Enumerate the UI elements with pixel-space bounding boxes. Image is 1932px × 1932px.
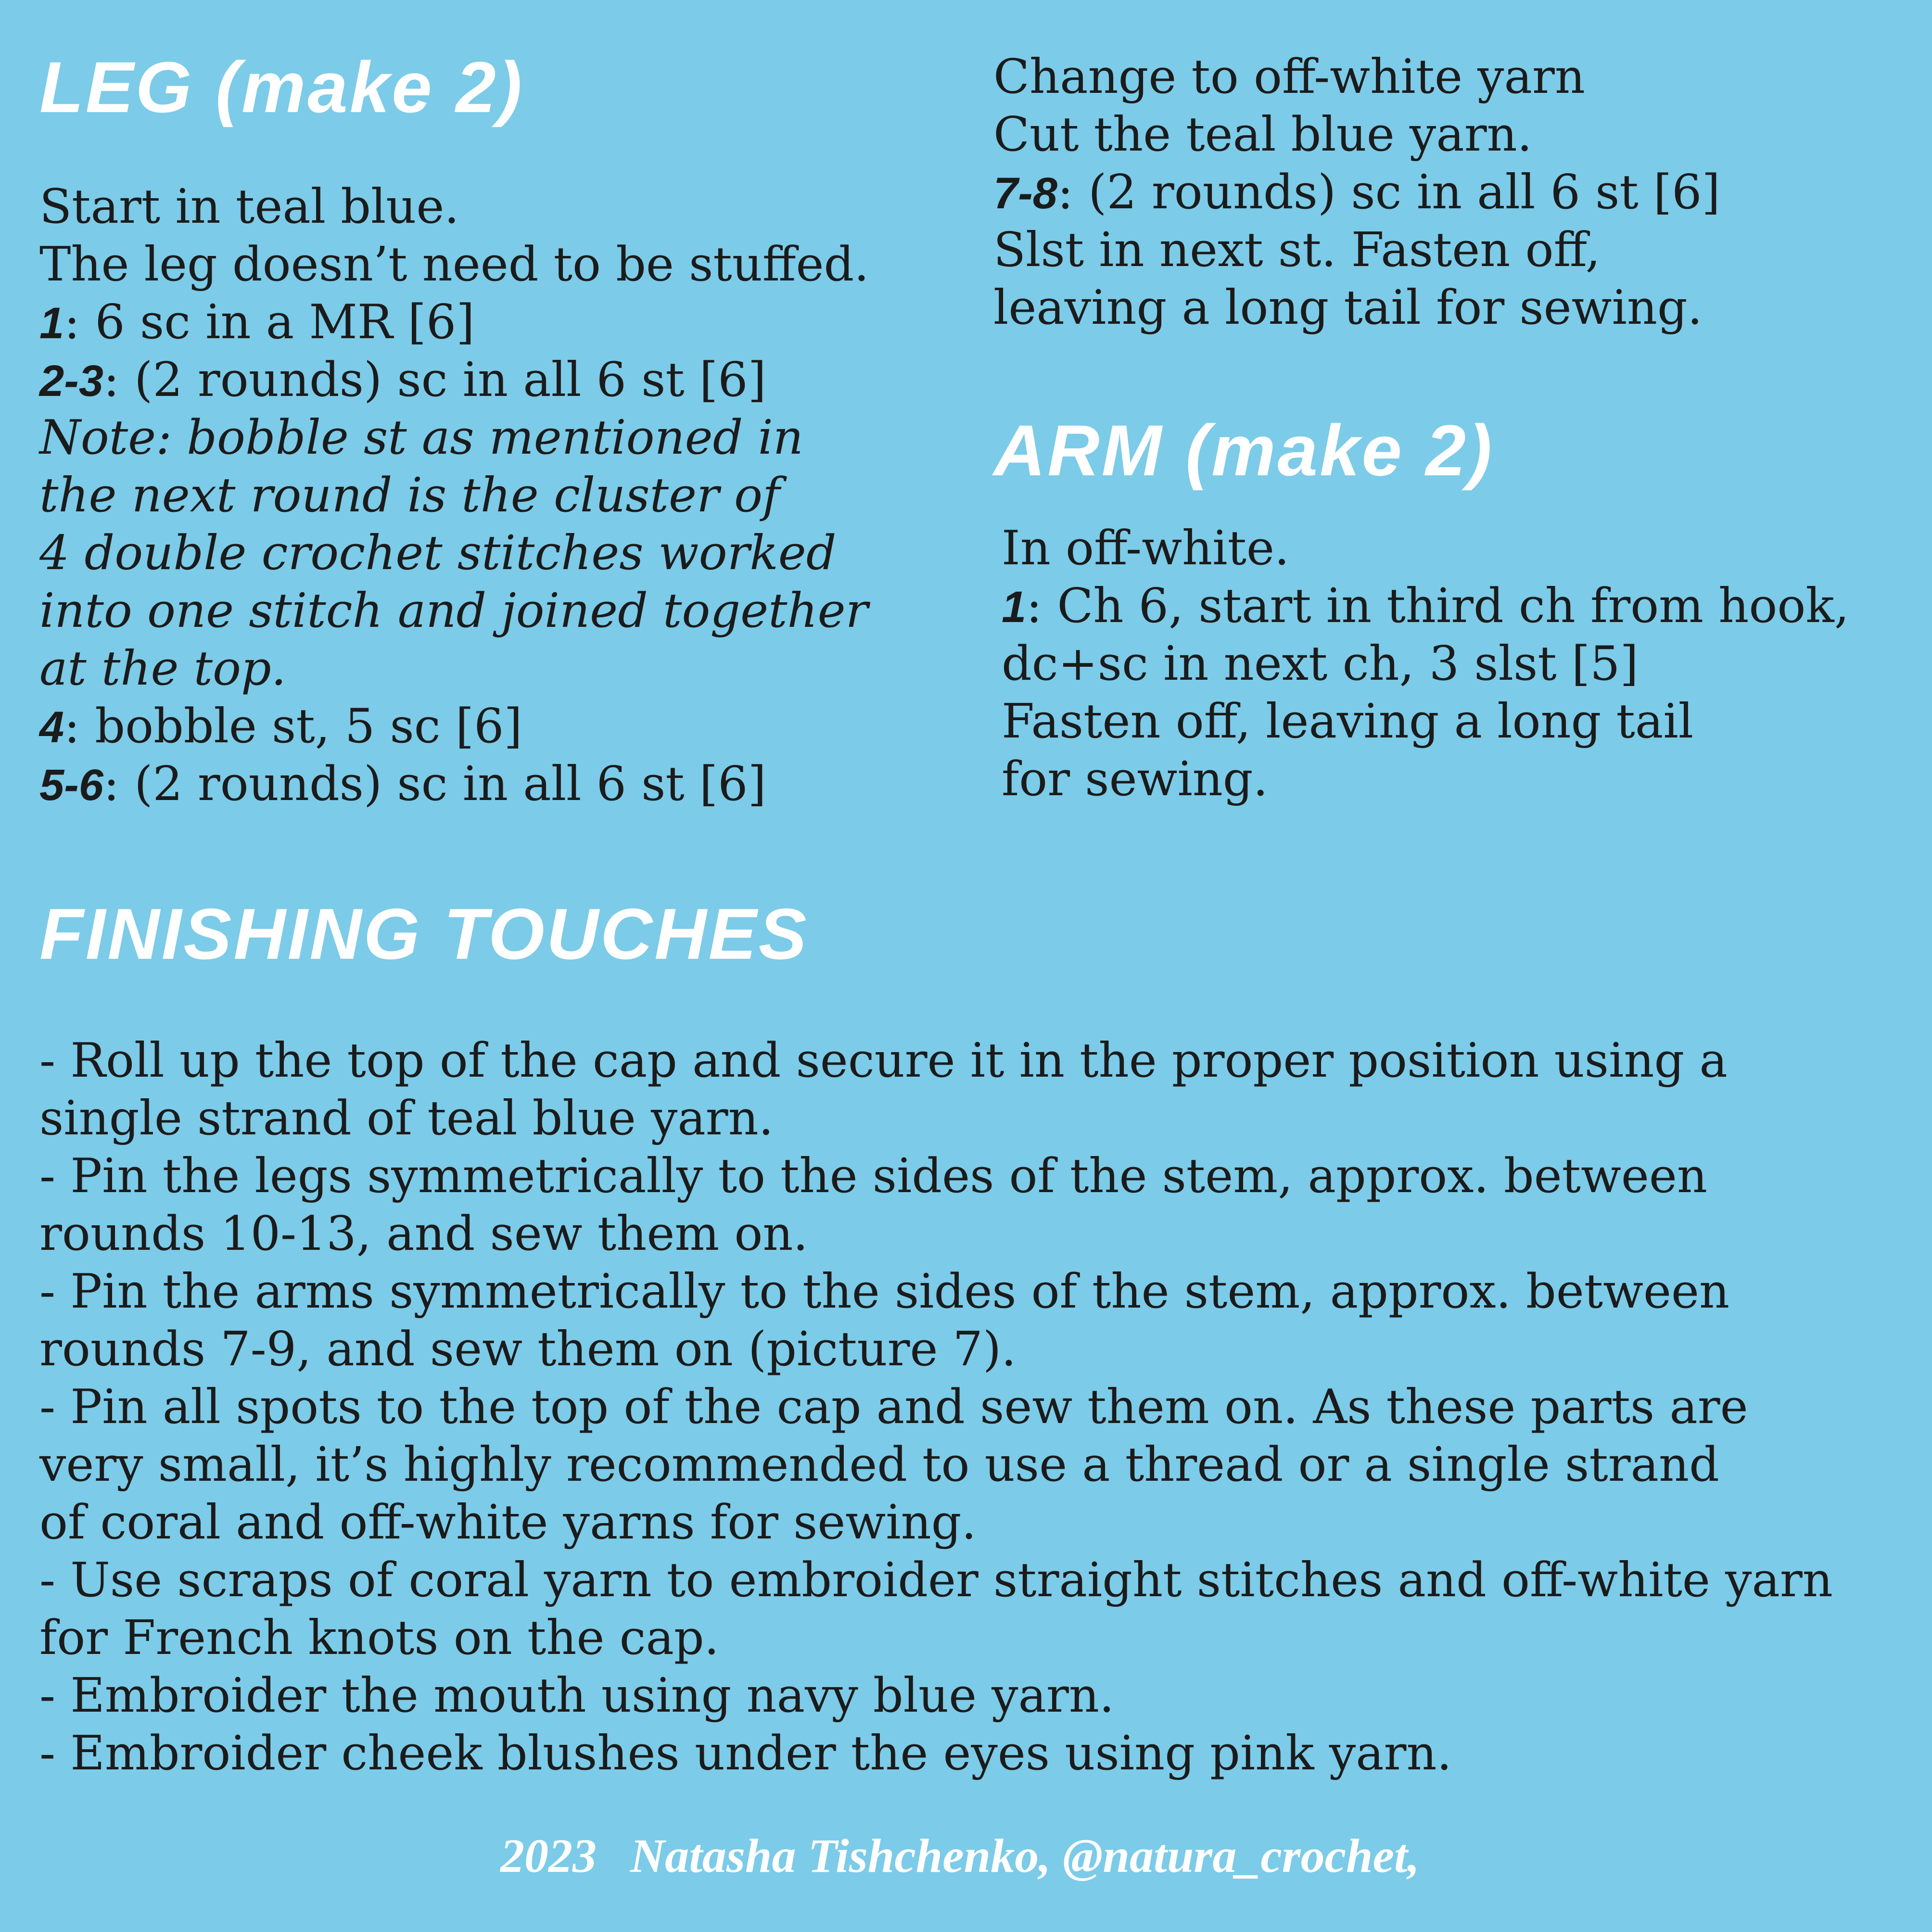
leg-cont-line: Change to off-white yarn	[993, 50, 1585, 104]
leg-heading: LEG (make 2)	[39, 47, 524, 127]
finishing-line: rounds 7-9, and sew them on (picture 7).	[39, 1322, 1017, 1377]
leg-row-2-3	[39, 351, 869, 409]
footer-author: Natasha Tishchenko, @natura_crochet,	[630, 1829, 1420, 1882]
leg-note-line: into one stitch and joined together	[39, 584, 868, 638]
leg-cont-line: Cut the teal blue yarn.	[993, 107, 1532, 162]
finishing-line: - Use scraps of coral yarn to embroider straight stitches and off-white yarn	[39, 1553, 1833, 1608]
arm-intro-line: In off-white.	[1002, 521, 1290, 576]
finishing-line: - Embroider cheek blushes under the eyes using pink yarn.	[39, 1726, 1452, 1781]
arm-line: dc+sc in next ch, 3 slst [5]	[1002, 636, 1639, 691]
round-number: 7-8	[993, 169, 1057, 218]
leg-note-line: Note: bobble st as mentioned in	[39, 410, 803, 465]
round-number: 1	[1002, 583, 1027, 632]
round-text: : 6 sc in a MR [6]	[64, 295, 475, 350]
round-number: 4	[39, 703, 64, 752]
finishing-heading: FINISHING TOUCHES	[39, 893, 809, 974]
finishing-line: - Embroider the mouth using navy blue yarn.	[39, 1668, 1115, 1723]
leg-note-line: at the top.	[39, 641, 286, 696]
round-number: 5-6	[39, 761, 103, 810]
leg-row-1	[39, 293, 869, 351]
arm-row-1	[1002, 577, 1849, 635]
arm-line: for sewing.	[1002, 752, 1268, 807]
round-text: : (2 rounds) sc in all 6 st [6]	[103, 353, 766, 407]
finishing-line: - Pin all spots to the top of the cap and sew them on. As these parts are	[39, 1380, 1748, 1435]
arm-heading: ARM (make 2)	[993, 410, 1494, 491]
leg-row-4	[39, 698, 869, 755]
leg-instructions	[39, 178, 869, 813]
round-text: : bobble st, 5 sc [6]	[64, 699, 522, 754]
leg-cont-line: Slst in next st. Fasten off,	[993, 223, 1601, 278]
leg-continuation	[993, 48, 1720, 337]
finishing-line: - Roll up the top of the cap and secure it in the proper position using a	[39, 1033, 1728, 1088]
arm-instructions	[1002, 520, 1849, 808]
round-text: : (2 rounds) sc in all 6 st [6]	[1057, 165, 1720, 220]
arm-line: Fasten off, leaving a long tail	[1002, 694, 1694, 749]
finishing-line: very small, it’s highly recommended to use a thread or a single strand	[39, 1437, 1719, 1492]
round-number: 1	[39, 299, 64, 348]
leg-intro-line: The leg doesn’t need to be stuffed.	[39, 237, 869, 292]
finishing-line: - Pin the legs symmetrically to the sides of the stem, approx. between	[39, 1149, 1707, 1204]
leg-note-line: 4 double crochet stitches worked	[39, 526, 837, 581]
finishing-line: single strand of teal blue yarn.	[39, 1091, 774, 1146]
finishing-line: of coral and off-white yarns for sewing.	[39, 1495, 977, 1550]
footer-year: 2023	[500, 1829, 597, 1882]
copyright-footer	[500, 1828, 1453, 1883]
finishing-line: - Pin the arms symmetrically to the sides of the stem, approx. between	[39, 1264, 1730, 1319]
leg-row-5-6	[39, 755, 869, 813]
finishing-instructions	[39, 1032, 1833, 1782]
round-text: : Ch 6, start in third ch from hook,	[1026, 579, 1849, 634]
round-text: : (2 rounds) sc in all 6 st [6]	[103, 757, 766, 812]
leg-cont-line: leaving a long tail for sewing.	[993, 280, 1703, 335]
finishing-line: for French knots on the cap.	[39, 1611, 719, 1665]
leg-note-line: the next round is the cluster of	[39, 468, 780, 523]
round-number: 2-3	[39, 356, 103, 406]
leg-row-7-8	[993, 164, 1720, 221]
finishing-line: rounds 10-13, and sew them on.	[39, 1207, 808, 1261]
leg-intro-line: Start in teal blue.	[39, 179, 459, 234]
